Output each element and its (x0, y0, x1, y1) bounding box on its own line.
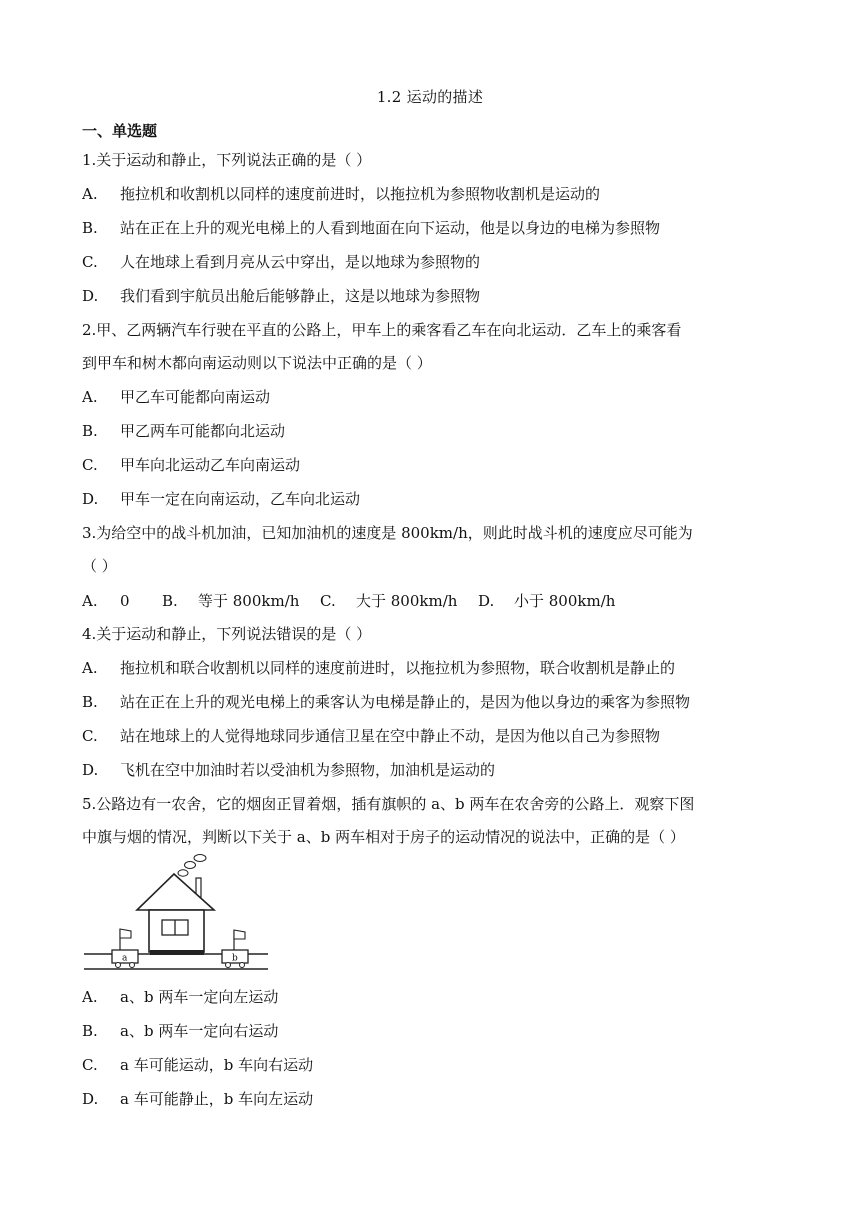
q3-stem-line2: （ ） (82, 557, 117, 575)
page-title: 1.2 运动的描述 (376, 88, 484, 106)
option-text: a、b 两车一定向右运动 (120, 1022, 279, 1040)
option-letter: C. (82, 456, 98, 474)
option-letter: D. (82, 1090, 99, 1108)
section-heading: 一、单选题 (82, 122, 158, 140)
q5-option-c (82, 1055, 313, 1075)
option-letter: D. (82, 761, 99, 779)
option-text: 甲乙车可能都向南运动 (120, 388, 271, 406)
option-text: 站在正在上升的观光电梯上的乘客认为电梯是静止的，是因为他以身边的乘客为参照物 (120, 693, 691, 711)
option-letter: B. (82, 693, 98, 711)
option-text: 甲车向北运动乙车向南运动 (120, 456, 301, 474)
q1-option-b (82, 218, 660, 238)
option-text: 大于 800km/h (356, 592, 458, 610)
q5-stem-line2: 中旗与烟的情况，判断以下关于 a、b 两车相对于房子的运动情况的说法中，正确的是（ ） (82, 828, 685, 846)
option-letter: A. (82, 659, 98, 677)
car-a (112, 929, 138, 968)
house-roof (137, 874, 214, 910)
q5-option-a (82, 987, 278, 1007)
option-text: 我们看到宇航员出舱后能够静止，这是以地球为参照物 (120, 287, 481, 305)
car-b (222, 930, 248, 968)
q1-option-c (82, 252, 480, 272)
option-letter: A. (82, 592, 98, 610)
car-a-label: a (122, 953, 128, 964)
q2-option-d (82, 489, 360, 509)
option-text: a、b 两车一定向左运动 (120, 988, 279, 1006)
car-b-label: b (232, 953, 238, 964)
option-letter: D. (82, 490, 99, 508)
q5-stem-line1: 5.公路边有一农舍，它的烟囱正冒着烟，插有旗帜的 a、b 两车在农舍旁的公路上．观察下图 (82, 795, 695, 813)
q3-options-row (82, 591, 615, 611)
option-text: a 车可能静止，b 车向左运动 (120, 1090, 314, 1108)
smoke-puffs (178, 855, 206, 877)
q5-option-b (82, 1021, 278, 1041)
option-text: 等于 800km/h (198, 592, 300, 610)
option-text: 甲乙两车可能都向北运动 (120, 422, 286, 440)
q4-option-d (82, 760, 495, 780)
q2-option-a (82, 387, 270, 407)
option-text: 站在地球上的人觉得地球同步通信卫星在空中静止不动，是因为他以自己为参照物 (120, 727, 661, 745)
q2-option-b (82, 421, 285, 441)
option-letter: C. (82, 1056, 98, 1074)
q1-stem: 1.关于运动和静止，下列说法正确的是（ ） (82, 151, 372, 169)
q4-option-a (82, 658, 675, 678)
house-and-cars-figure (82, 852, 272, 977)
flag-b (234, 930, 245, 939)
q5-option-d (82, 1089, 313, 1109)
option-text: 甲车一定在向南运动，乙车向北运动 (120, 490, 361, 508)
option-letter: A. (82, 185, 98, 203)
option-text: 飞机在空中加油时若以受油机为参照物，加油机是运动的 (120, 761, 496, 779)
q2-stem-line1: 2.甲、乙两辆汽车行驶在平直的公路上，甲车上的乘客看乙车在向北运动．乙车上的乘客看 (82, 321, 682, 339)
option-letter: B. (82, 219, 98, 237)
option-text: 拖拉机和联合收割机以同样的速度前进时，以拖拉机为参照物，联合收割机是静止的 (120, 659, 676, 677)
option-text: 0 (120, 592, 130, 610)
option-text: a 车可能运动，b 车向右运动 (120, 1056, 314, 1074)
option-text: 拖拉机和收割机以同样的速度前进时，以拖拉机为参照物收割机是运动的 (120, 185, 601, 203)
option-letter: D. (478, 592, 495, 610)
q4-option-c (82, 726, 660, 746)
option-letter: D. (82, 287, 99, 305)
q1-option-d (82, 286, 480, 306)
option-letter: B. (82, 1022, 98, 1040)
option-letter: B. (82, 422, 98, 440)
option-letter: C. (82, 253, 98, 271)
q3-stem-line1: 3.为给空中的战斗机加油，已知加油机的速度是 800km/h，则此时战斗机的速度应尽可能为 (82, 524, 693, 542)
flag-a (120, 929, 131, 938)
option-letter: A. (82, 388, 98, 406)
option-letter: A. (82, 988, 98, 1006)
option-text: 人在地球上看到月亮从云中穿出，是以地球为参照物的 (120, 253, 481, 271)
option-letter: B. (162, 592, 178, 610)
q2-stem-line2: 到甲车和树木都向南运动则以下说法中正确的是（ ） (82, 354, 432, 372)
q4-option-b (82, 692, 690, 712)
option-letter: C. (82, 727, 98, 745)
q1-option-a (82, 184, 600, 204)
option-text: 站在正在上升的观光电梯上的人看到地面在向下运动，他是以身边的电梯为参照物 (120, 219, 661, 237)
q2-option-c (82, 455, 300, 475)
option-letter: C. (320, 592, 336, 610)
option-text: 小于 800km/h (514, 592, 616, 610)
q4-stem: 4.关于运动和静止，下列说法错误的是（ ） (82, 625, 372, 643)
